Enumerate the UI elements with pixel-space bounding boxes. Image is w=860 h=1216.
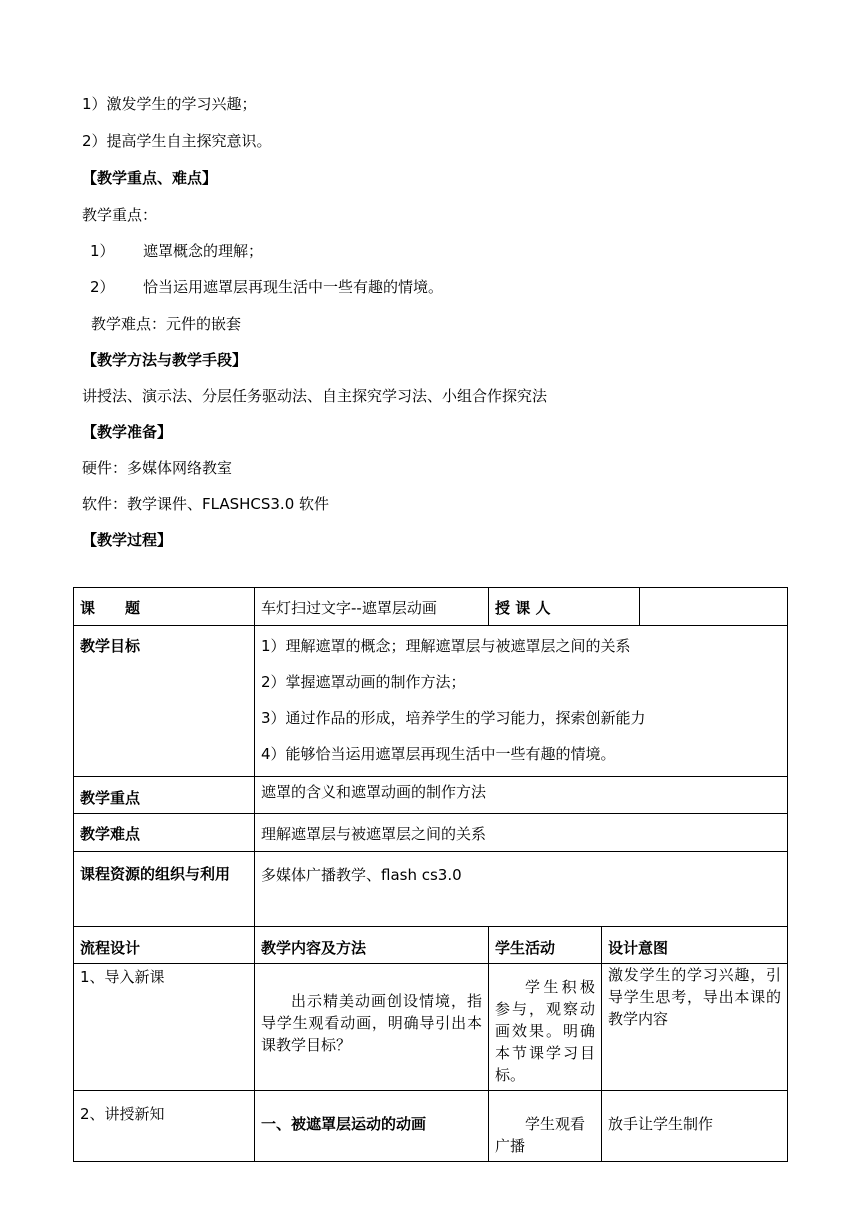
goals-label: 教学目标 <box>74 626 255 777</box>
process-intent-text: 激发学生的学习兴趣，引导学生思考，导出本课的教学内容 <box>608 966 782 1028</box>
difficulty-label: 教学难点 <box>74 814 255 852</box>
key-points-heading: 【教学重点、难点】 <box>82 169 218 187</box>
aim-2: 2）提高学生自主探究意识。 <box>82 132 272 150</box>
goals-cell <box>255 626 788 777</box>
process-intent <box>602 964 788 1091</box>
goals-row <box>74 626 788 777</box>
hardware-line: 硬件：多媒体网络教室 <box>82 459 233 477</box>
topic-row <box>74 588 788 626</box>
key-points-label: 教学重点： <box>82 206 158 224</box>
key-point-1-text: 遮罩概念的理解； <box>143 242 264 260</box>
process-content-text: 出示精美动画创设情境，指导学生观看动画，明确导引出本课教学目标？ <box>261 992 482 1054</box>
methods-heading: 【教学方法与教学手段】 <box>82 351 248 369</box>
key-value: 遮罩的含义和遮罩动画的制作方法 <box>255 777 788 814</box>
process-row <box>74 964 788 1091</box>
lesson-plan-table <box>73 587 788 1162</box>
goal-2: 2）掌握遮罩动画的制作方法； <box>261 673 466 691</box>
teacher-label: 授 课 人 <box>489 588 640 626</box>
aim-1: 1）激发学生的学习兴趣； <box>82 95 257 113</box>
column-intent: 设计意图 <box>602 927 788 964</box>
goal-1: 1）理解遮罩的概念；理解遮罩层与被遮罩层之间的关系 <box>261 637 631 655</box>
process-activity <box>489 1091 602 1162</box>
topic-value: 车灯扫过文字--遮罩层动画 <box>255 588 489 626</box>
process-row <box>74 1091 788 1162</box>
difficulty-line: 教学难点：元件的嵌套 <box>91 315 242 333</box>
process-activity-text: 学生观看广播 <box>495 1115 586 1155</box>
difficulty-value: 理解遮罩层与被遮罩层之间的关系 <box>255 814 788 852</box>
preparation-heading: 【教学准备】 <box>82 423 173 441</box>
topic-label: 课 题 <box>74 588 255 626</box>
process-heading: 【教学过程】 <box>82 531 173 549</box>
process-content <box>255 964 489 1091</box>
column-content: 教学内容及方法 <box>255 927 489 964</box>
key-point-2-number: 2） <box>90 278 115 296</box>
resources-row <box>74 852 788 927</box>
software-line: 软件：教学课件、FLASHCS3.0 软件 <box>82 495 330 513</box>
process-activity-text: 学生积极参与，观察动画效果。明确本节课学习目标。 <box>495 978 595 1084</box>
process-content: 一、被遮罩层运动的动画 <box>255 1091 489 1162</box>
key-label: 教学重点 <box>74 777 255 814</box>
process-activity <box>489 964 602 1091</box>
key-point-1-number: 1） <box>90 242 115 260</box>
goal-4: 4）能够恰当运用遮罩层再现生活中一些有趣的情境。 <box>261 745 616 763</box>
teacher-value <box>640 588 788 626</box>
process-step: 2、讲授新知 <box>74 1091 255 1162</box>
process-intent: 放手让学生制作 <box>602 1091 788 1162</box>
key-row <box>74 777 788 814</box>
key-point-2-text: 恰当运用遮罩层再现生活中一些有趣的情境。 <box>143 278 444 296</box>
goal-3: 3）通过作品的形成，培养学生的学习能力，探索创新能力 <box>261 709 646 727</box>
resources-value: 多媒体广播教学、flash cs3.0 <box>255 852 788 927</box>
column-header-row <box>74 927 788 964</box>
difficulty-row <box>74 814 788 852</box>
process-step: 1、导入新课 <box>74 964 255 1091</box>
resources-label: 课程资源的组织与利用 <box>74 852 255 927</box>
column-flow: 流程设计 <box>74 927 255 964</box>
column-activity: 学生活动 <box>489 927 602 964</box>
methods-text: 讲授法、演示法、分层任务驱动法、自主探究学习法、小组合作探究法 <box>82 387 548 405</box>
